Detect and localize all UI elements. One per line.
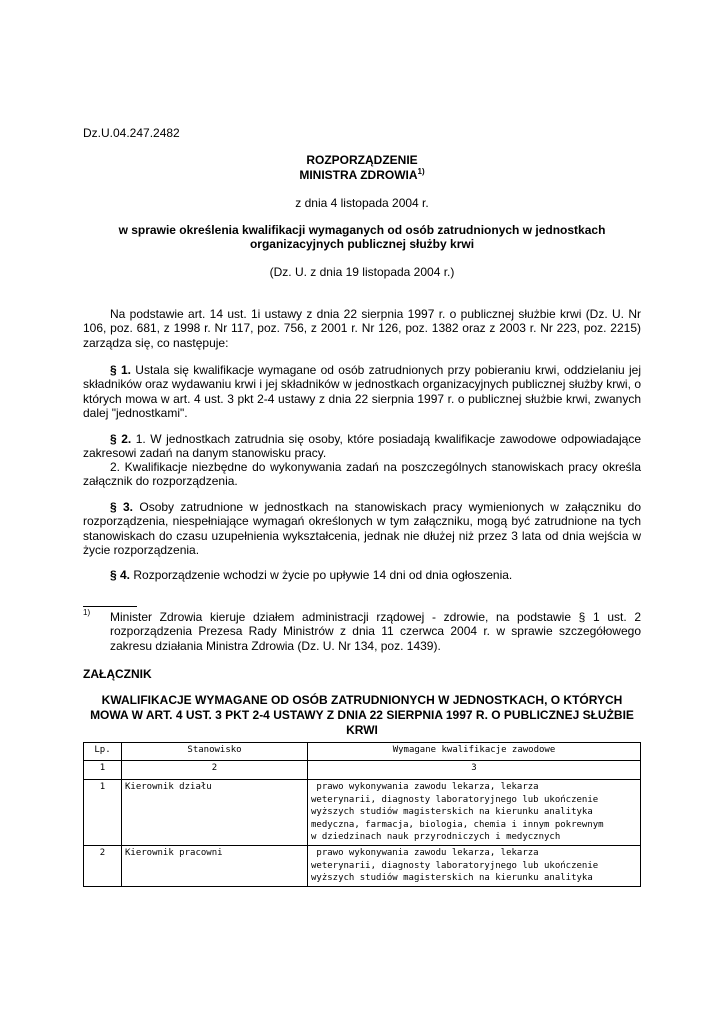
header-lp: Lp. [84,743,122,761]
document-id: Dz.U.04.247.2482 [83,126,180,140]
section-4-label: § 4. [110,568,131,582]
subject-line-1: w sprawie określenia kwalifikacji wymaganych od osób zatrudnionych w jednostkach [118,223,606,237]
column-number: 3 [308,761,641,780]
journal-reference: (Dz. U. z dnia 19 listopada 2004 r.) [269,265,455,279]
row-lp: 1 [84,780,122,846]
title-line-2 [83,167,641,182]
intro-paragraph: Na podstawie art. 14 ust. 1i ustawy z dnia 22 sierpnia 1997 r. o publicznej służbie krwi (Dz. U. Nr 106, poz. 681, z 1998 r. Nr 117, poz. 756, z 2001 r. Nr 126, poz. 1382 oraz z 2003 r. Nr 223, poz. 2215) zarządza się, co następuje: [83,307,641,350]
section-1 [83,363,641,421]
section-1-text: Ustala się kwalifikacje wymagane od osób zatrudnionych przy pobieraniu krwi, oddzielaniu jej składników oraz wydawaniu krwi i jej składników w jednostkach organizacyjnych publicznej służby krwi, o których mowa w art. 4 ust. 3 pkt 2-4 ustawy z dnia 22 sierpnia 1997 r. o publicznej służbie krwi, zwanych dalej "jednostkami". [83,363,641,421]
footnote-divider [83,606,137,607]
table-numbering-row [84,761,641,780]
header-position: Stanowisko [122,743,308,761]
section-2-point-2: 2. Kwalifikacje niezbędne do wykonywania zadań na poszczególnych stanowiskach pracy określa załącznik do rozporządzenia. [83,460,641,489]
header-qualifications: Wymagane kwalifikacje zawodowe [308,743,641,761]
column-number: 1 [84,761,122,780]
footnote-mark: 1) [83,608,91,617]
footnote-text: Minister Zdrowia kieruje działem administracji rządowej - zdrowie, na podstawie § 1 ust. 2 rozporządzenia Prezesa Rady Ministrów z dnia 11 czerwca 2004 r. w sprawie szczegółowego zakresu działania Ministra Zdrowia (Dz. U. Nr 134, poz. 1439). [110,610,641,653]
row-lp: 2 [84,845,122,886]
section-3-label: § 3. [110,500,134,514]
annex-title: KWALIFIKACJE WYMAGANE OD OSÓB ZATRUDNIONYCH W JEDNOSTKACH, O KTÓRYCH MOWA W ART. 4 UST. 3 PKT 2-4 USTAWY Z DNIA 22 SIERPNIA 1997 R. O PUBLICZNEJ SŁUŻBIE KRWI [90,693,634,737]
section-3 [83,500,641,558]
issue-date: z dnia 4 listopada 2004 r. [295,196,429,210]
table-header-row [84,743,641,761]
section-2-text-1: 1. W jednostkach zatrudnia się osoby, które posiadają kwalifikacje zawodowe odpowiadające zakresowi zadań na danym stanowisku pracy. [83,432,641,461]
row-position: Kierownik działu [122,780,308,846]
row-position: Kierownik pracowni [122,845,308,886]
section-2-point-1 [83,432,641,461]
section-3-text: Osoby zatrudnione w jednostkach na stanowiskach pracy wymienionych w załączniku do rozporządzenia, niespełniające wymagań określonych w tym załączniku, mogą być zatrudnione na tych stanowiskach do czasu uzupełnienia wykształcenia, jednak nie dłużej niż przez 3 lata od dnia wejścia w życie rozporządzenia. [83,500,641,558]
annex-heading: ZAŁĄCZNIK [83,667,152,681]
section-4-text: Rozporządzenie wchodzi w życie po upływie 14 dni od dnia ogłoszenia. [130,568,513,582]
table-row [84,780,641,846]
title-line-1: ROZPORZĄDZENIE [306,153,418,167]
table-row [84,845,641,886]
section-1-label: § 1. [110,363,131,377]
section-4 [83,568,641,582]
subject-heading [83,223,641,251]
row-qualifications: prawo wykonywania zawodu lekarza, lekarza weterynarii, diagnosty laboratoryjnego lub ukończenie wyższych studiów magisterskich na kierunku analityka medyczna, farmacja, biologia, chemia i innym pokrewnym w dziedzinach nauk przyrodniczych i medycznych [308,780,641,846]
column-number: 2 [122,761,308,780]
title-ministry: MINISTRA ZDROWIA [299,168,418,182]
qualifications-table [83,742,641,887]
section-2-label: § 2. [110,432,132,446]
title-footnote-ref: 1) [417,167,425,176]
subject-line-2: organizacyjnych publicznej służby krwi [249,237,475,251]
row-qualifications: prawo wykonywania zawodu lekarza, lekarza weterynarii, diagnosty laboratoryjnego lub ukończenie wyższych studiów magisterskich na kierunku analityka [308,845,641,886]
